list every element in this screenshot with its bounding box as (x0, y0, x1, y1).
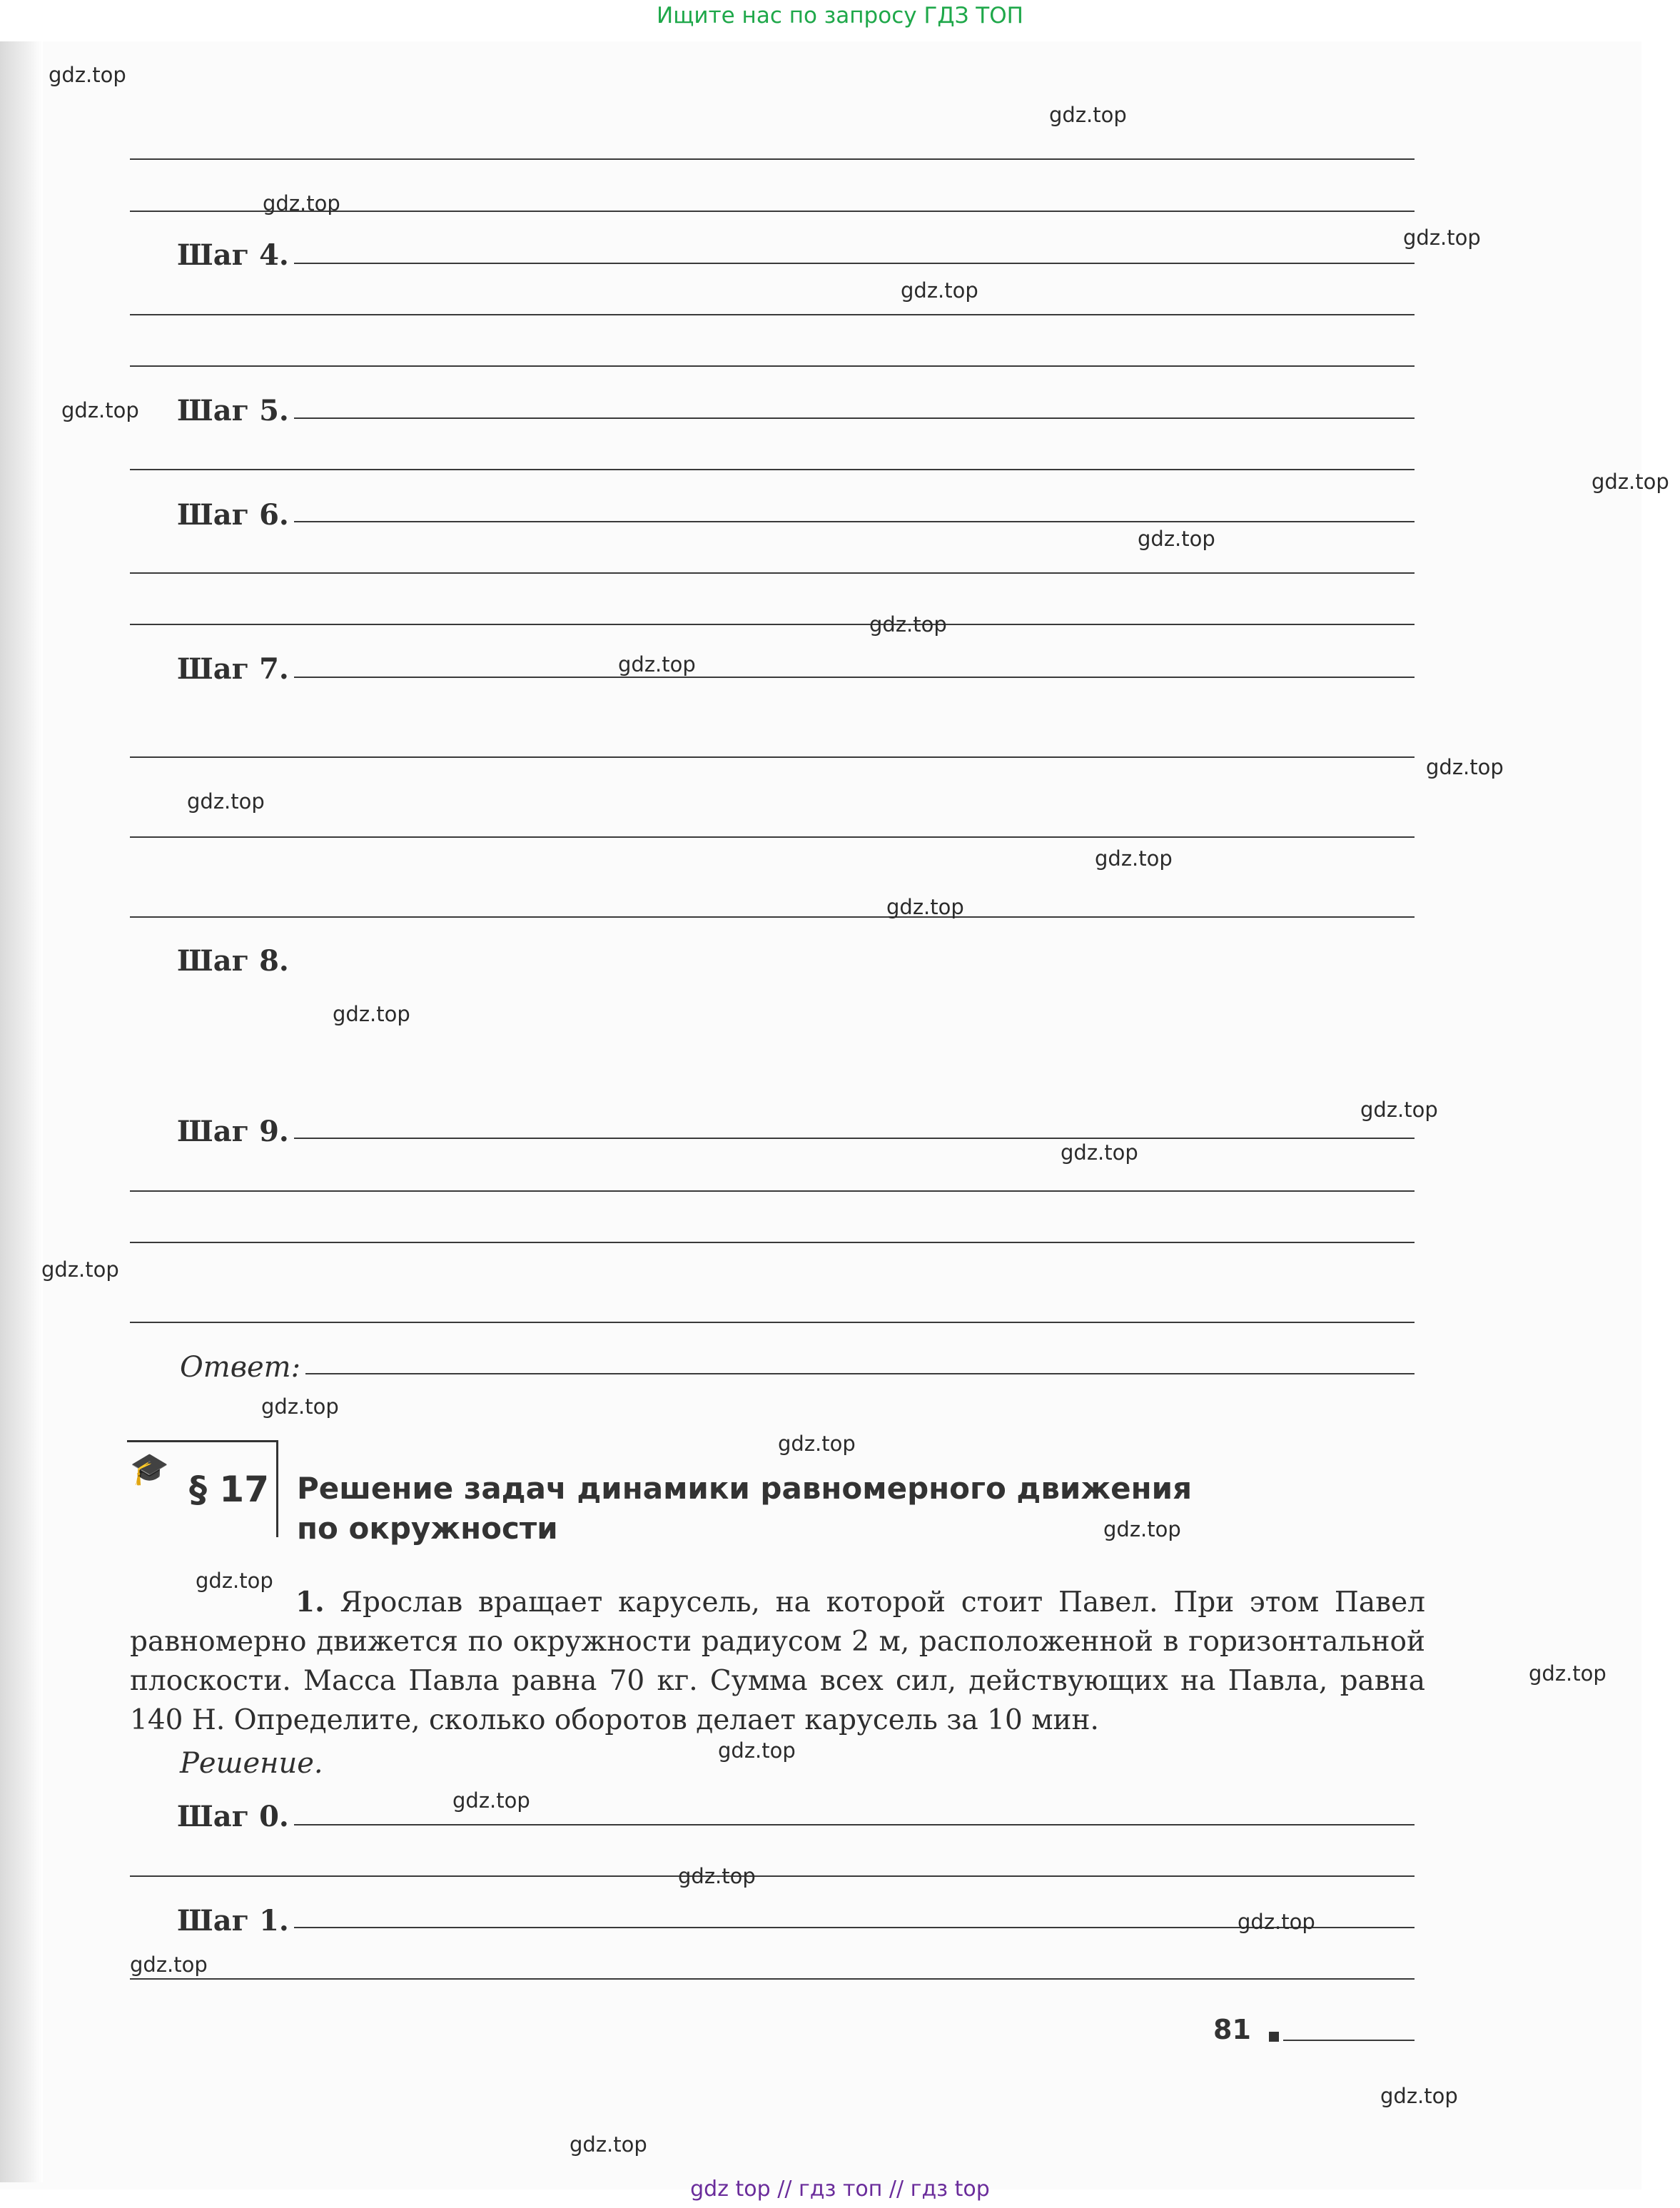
footer-banner[interactable]: gdz top // гдз топ // гдз top (690, 2177, 990, 2202)
watermark: gdz.top (1426, 755, 1504, 779)
page-number: 81 (1213, 2014, 1251, 2045)
watermark: gdz.top (886, 895, 964, 919)
problem-number: 1. (295, 1586, 325, 1619)
step-label: Шаг 8. (177, 944, 289, 978)
answer-line (130, 572, 1415, 574)
section-title-line: Решение задач динамики равномерного движения (297, 1471, 1193, 1506)
watermark: gdz.top (261, 1394, 339, 1419)
watermark: gdz.top (1138, 527, 1215, 551)
answer-line (130, 756, 1415, 758)
answer-line (294, 521, 1415, 522)
step-label: Шаг 9. (177, 1115, 289, 1148)
watermark: gdz.top (778, 1432, 856, 1456)
solution-label: Решение. (180, 1747, 323, 1780)
answer-line (130, 314, 1415, 315)
step-label: Шаг 5. (177, 394, 289, 427)
problem-text (130, 1583, 1425, 1740)
answer-line (130, 1190, 1415, 1192)
watermark: gdz.top (1061, 1140, 1138, 1165)
answer-line (130, 1875, 1415, 1877)
watermark: gdz.top (452, 1788, 530, 1813)
answer-line (130, 1242, 1415, 1243)
watermark: gdz.top (570, 2132, 647, 2157)
answer-line (130, 624, 1415, 625)
step-label: Шаг 1. (177, 1904, 289, 1938)
watermark: gdz.top (41, 1257, 119, 1282)
watermark: gdz.top (869, 612, 947, 637)
watermark: gdz.top (61, 398, 139, 422)
answer-line (130, 469, 1415, 470)
watermark: gdz.top (263, 191, 340, 216)
watermark: gdz.top (1095, 846, 1173, 871)
watermark: gdz.top (718, 1738, 796, 1763)
answer-line (294, 417, 1415, 419)
problem-body: Ярослав вращает карусель, на которой стоит Павел. При этом Павел равномерно движется по окружности радиусом 2 м, расположенной в горизонтальной плоскости. Масса Павла равна 70 кг. Сумма всех сил, действующих на Павла, равна 140 Н. Определите, сколько оборотов делает карусель за 10 мин. (130, 1586, 1425, 1736)
step-label: Шаг 6. (177, 498, 289, 532)
watermark: gdz.top (1529, 1661, 1606, 1686)
section-number: § 17 (189, 1469, 269, 1510)
watermark: gdz.top (1049, 103, 1127, 127)
watermark: gdz.top (618, 652, 696, 677)
answer-line (294, 1138, 1415, 1139)
page-edge-shadow (0, 41, 43, 2182)
page-number-mark (1269, 2032, 1279, 2042)
watermark: gdz.top (1403, 226, 1481, 250)
watermark: gdz.top (49, 63, 126, 87)
section-title-line: по окружности (297, 1511, 558, 1546)
watermark: gdz.top (1380, 2084, 1458, 2108)
answer-line (130, 365, 1415, 367)
watermark: gdz.top (187, 789, 265, 814)
watermark: gdz.top (678, 1864, 756, 1888)
step-label: Шаг 0. (177, 1800, 289, 1833)
answer-line (294, 1824, 1415, 1825)
watermark: gdz.top (333, 1002, 410, 1026)
answer-line (294, 263, 1415, 264)
watermark: gdz.top (1238, 1910, 1315, 1934)
header-banner[interactable]: Ищите нас по запросу ГДЗ ТОП (657, 3, 1023, 29)
watermark: gdz.top (901, 278, 978, 303)
answer-line (294, 677, 1415, 678)
answer-line (130, 916, 1415, 918)
answer-line (130, 1322, 1415, 1323)
graduation-cap-icon: 🎓 (130, 1451, 169, 1487)
answer-line (130, 158, 1415, 160)
watermark: gdz.top (1103, 1517, 1181, 1541)
page-number-rule (1283, 2040, 1415, 2041)
step-label: Шаг 7. (177, 652, 289, 686)
answer-line (305, 1373, 1415, 1374)
answer-label: Ответ: (180, 1351, 301, 1384)
step-label: Шаг 4. (177, 238, 289, 272)
answer-line (130, 1978, 1415, 1980)
watermark: gdz.top (196, 1569, 273, 1593)
answer-line (130, 836, 1415, 838)
watermark: gdz.top (1360, 1098, 1438, 1122)
watermark: gdz.top (1592, 470, 1669, 494)
watermark: gdz.top (130, 1953, 208, 1977)
